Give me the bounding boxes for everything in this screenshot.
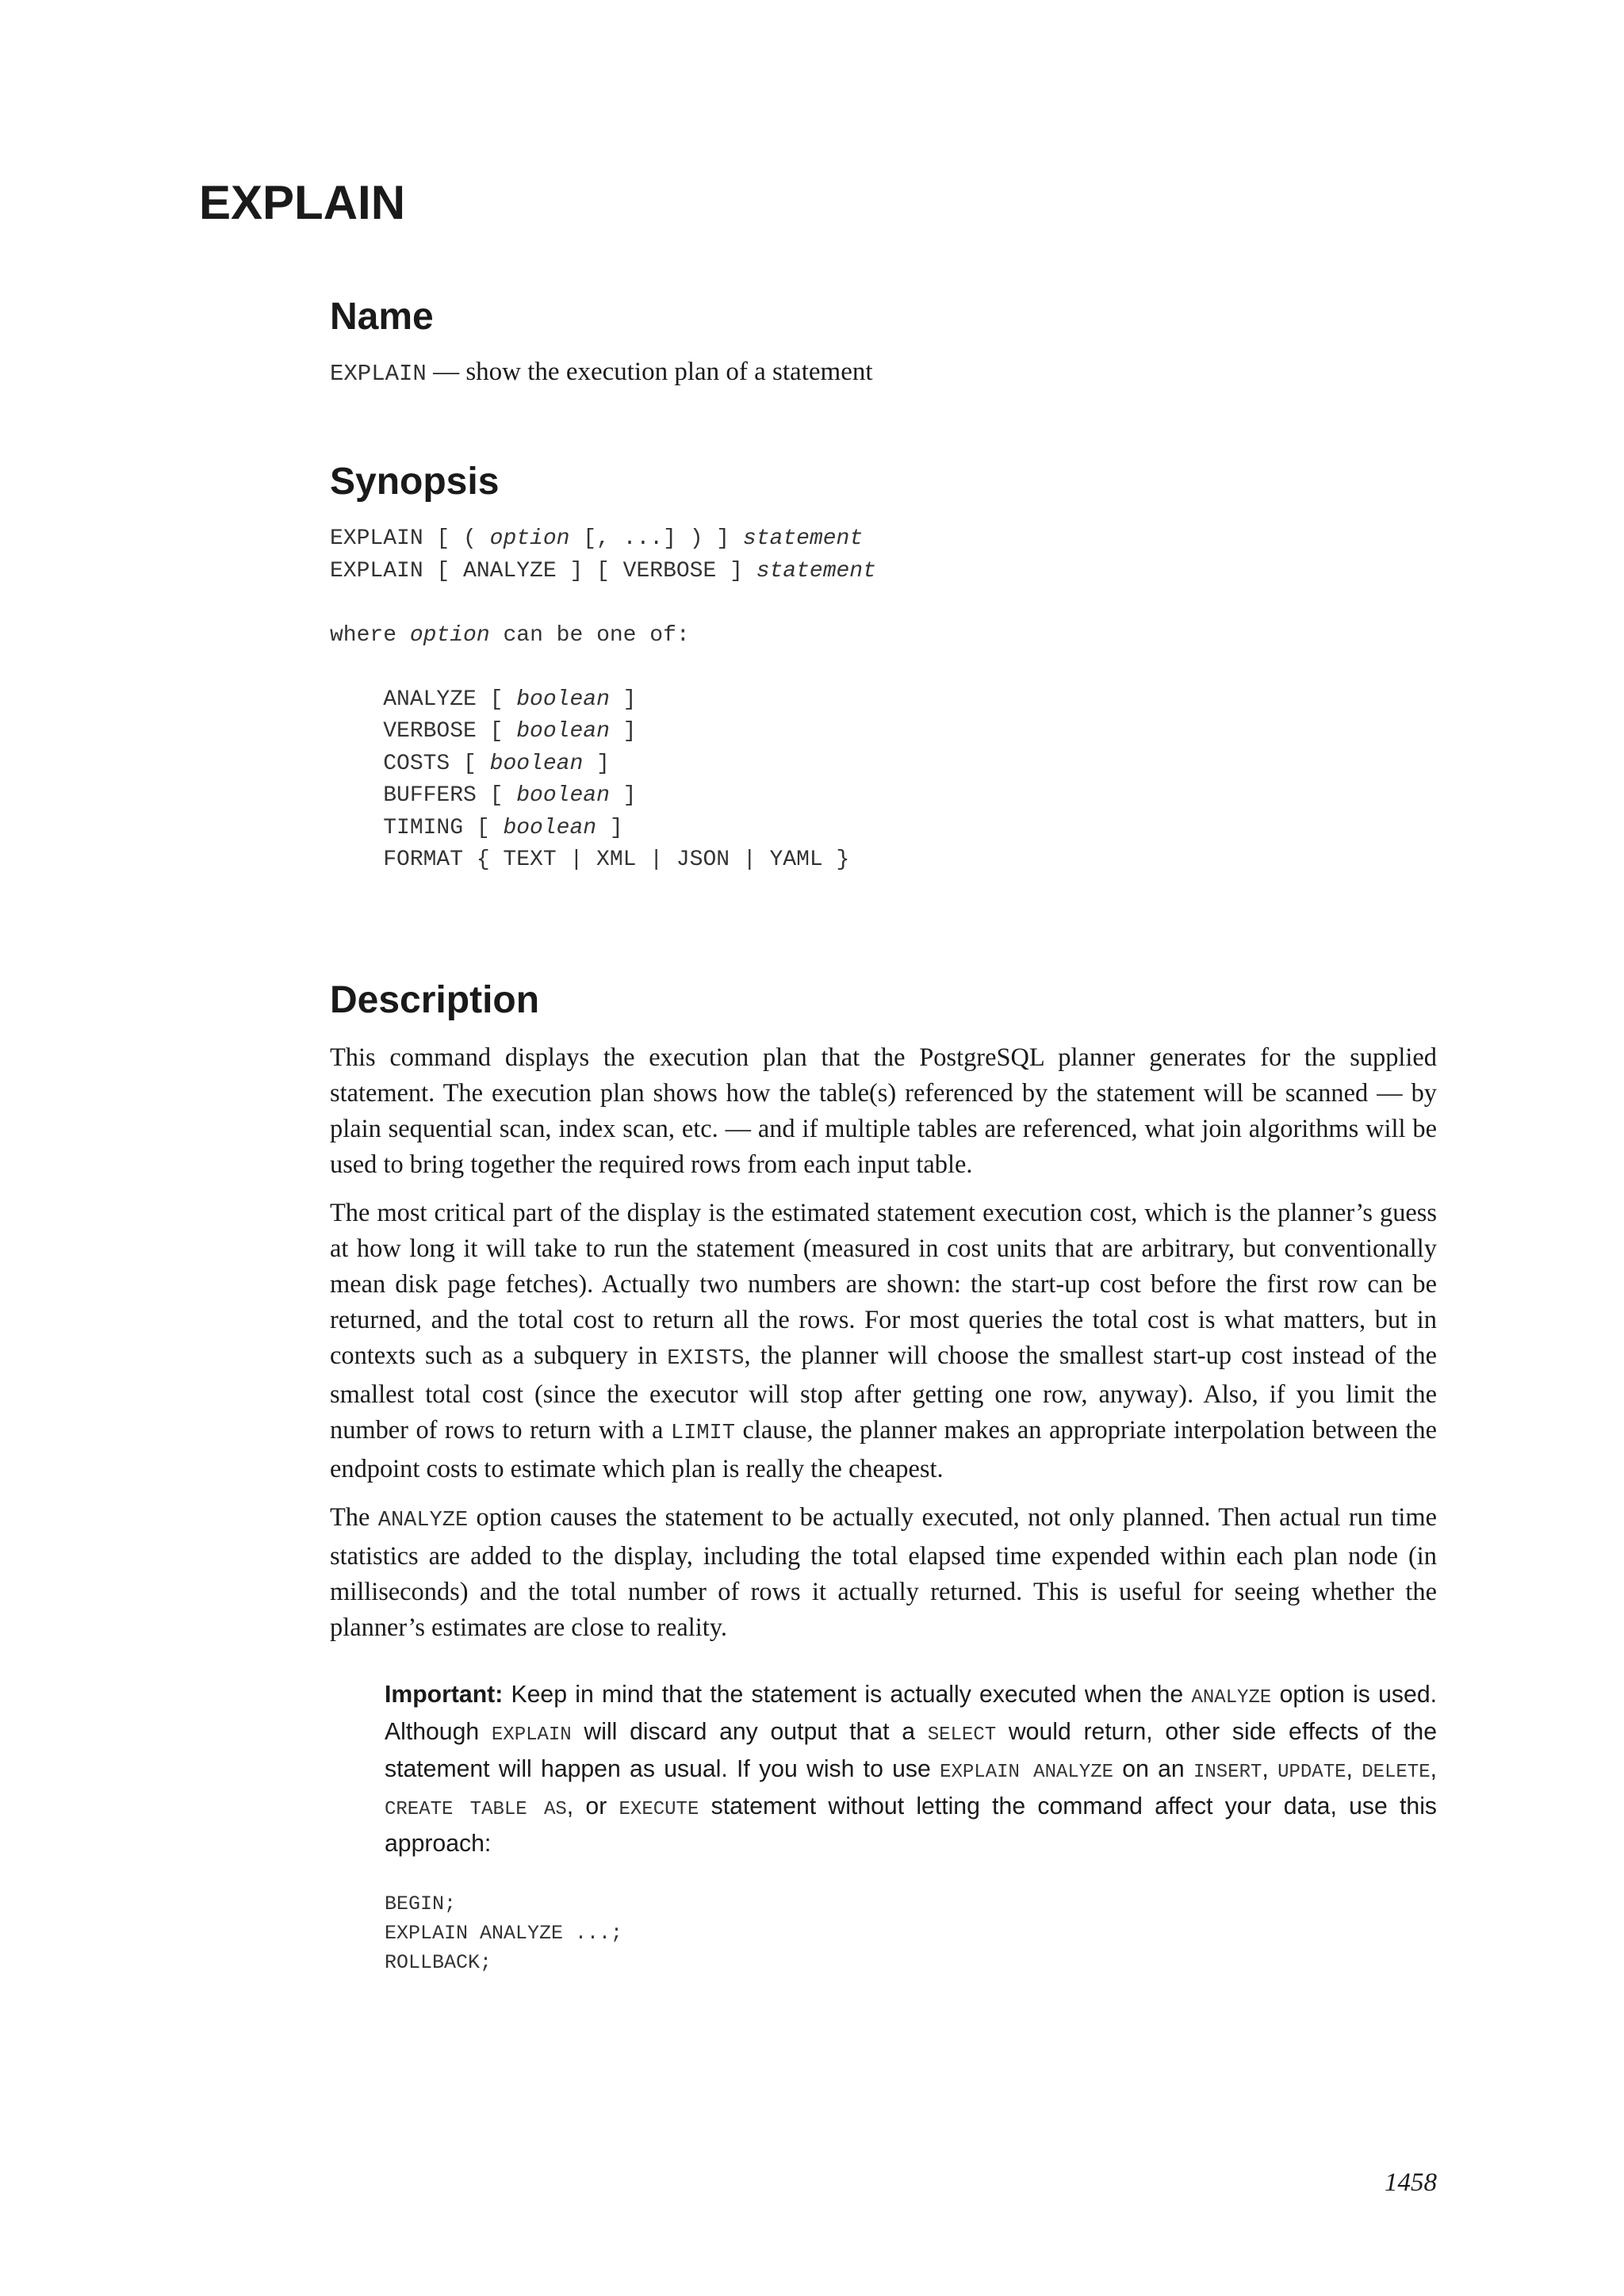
synopsis-option-line: FORMAT { TEXT | XML | JSON | YAML } — [330, 848, 850, 872]
inline-code: UPDATE — [1277, 1762, 1346, 1783]
synopsis-line: EXPLAIN [ ANALYZE ] [ VERBOSE ] statement — [330, 558, 876, 584]
inline-code: DELETE — [1362, 1762, 1431, 1783]
description-paragraph: The ANALYZE option causes the statement to be actually executed, not only planned. Then actual run time statistics are added to the display, including the total elapsed time expended within each plan node (in milliseconds) and the total number of rows it actually returned. This is useful for seeing whether the planner’s estimates are close to reality. — [330, 1503, 1437, 1642]
inline-code: ANALYZE — [377, 1509, 469, 1533]
synopsis-option-line: TIMING [ boolean ] — [330, 815, 623, 840]
synopsis-where-line: where option can be one of: — [330, 622, 690, 648]
synopsis-blank-line — [330, 587, 1437, 620]
important-text: Important: Keep in mind that the statement is actually executed when the ANALYZE option is used. Although EXPLAIN will discard any output that a SELECT would return, other side effects of the statement will happen as usual. If you wish to use EXPLAIN ANALYZE on an INSERT, UPDATE, DELETE, CREATE TABLE AS, or EXECUTE statement without letting the command affect your data, use this approach: — [385, 1682, 1437, 1857]
synopsis-code — [330, 523, 1437, 877]
inline-code: CREATE TABLE AS — [385, 1799, 567, 1820]
description-section — [330, 979, 1437, 1659]
description-heading: Description — [330, 979, 540, 1021]
synopsis-section — [330, 463, 1437, 877]
page-number: 1458 — [1385, 2168, 1437, 2197]
inline-code: SELECT — [927, 1724, 997, 1746]
page-title: EXPLAIN — [199, 176, 406, 229]
inline-code: EXECUTE — [619, 1799, 699, 1820]
synopsis-option-line: COSTS [ boolean ] — [330, 751, 610, 776]
synopsis-line: EXPLAIN [ ( option [, ...] ) ] statement — [330, 526, 864, 551]
command-name: EXPLAIN — [330, 361, 427, 387]
command-purpose: — show the execution plan of a statement — [426, 358, 873, 386]
description-paragraph: The most critical part of the display is the estimated statement execution cost, which is the planner’s guess at how long it will take to run the statement (measured in cost units that are arbitrary, but conventionally mean disk page fetches). Actually two numbers are shown: the start-up cost before the first row can be returned, and the total cost to return all the rows. For most queries the total cost is what matters, but in contexts such as a subquery in EXISTS, the planner will choose the smallest start-up cost instead of the smallest total cost (since the executor will stop after getting one row, anyway). Also, if you limit the number of rows to return with a LIMIT clause, the planner makes an appropriate interpolation between the endpoint costs to estimate which plan is really the cheapest. — [330, 1199, 1437, 1483]
synopsis-heading: Synopsis — [330, 461, 500, 503]
synopsis-blank-line — [330, 652, 1437, 684]
important-note — [385, 1678, 1437, 1977]
name-heading: Name — [330, 296, 434, 338]
inline-code: EXPLAIN ANALYZE — [940, 1762, 1114, 1783]
description-paragraph: This command displays the execution plan that the PostgreSQL planner generates for the supplied statement. The execution plan shows how the table(s) referenced by the statement will be scanned — by plain sequential scan, index scan, etc. — and if multiple tables are referenced, what join algorithms will be used to bring together the required rows from each input table. — [330, 1043, 1437, 1179]
name-description — [330, 354, 1437, 392]
synopsis-option-line: ANALYZE [ boolean ] — [330, 687, 637, 712]
inline-code: EXPLAIN — [491, 1724, 572, 1746]
inline-code: INSERT — [1193, 1762, 1262, 1783]
name-section — [330, 298, 1437, 392]
important-code-block: BEGIN; EXPLAIN ANALYZE ...; ROLLBACK; — [385, 1892, 623, 1974]
important-label: Important: — [385, 1682, 504, 1708]
inline-code: ANALYZE — [1191, 1687, 1272, 1709]
synopsis-option-line: BUFFERS [ boolean ] — [330, 783, 637, 808]
inline-code: LIMIT — [670, 1422, 735, 1445]
synopsis-option-line: VERBOSE [ boolean ] — [330, 719, 637, 744]
inline-code: EXISTS — [667, 1347, 745, 1371]
